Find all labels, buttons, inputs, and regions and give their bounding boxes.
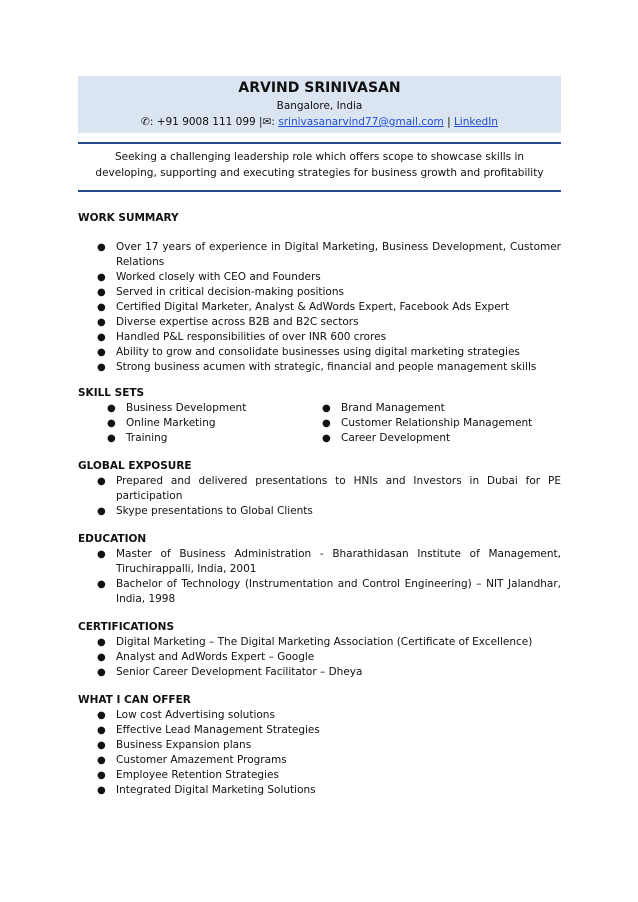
certifications-list xyxy=(78,635,561,680)
skill-sets-columns xyxy=(78,401,561,446)
skills-column-1 xyxy=(78,401,294,446)
section-heading-certifications: CERTIFICATIONS xyxy=(78,621,175,633)
list-item: ● Over 17 years of experience in Digital Marketing, Business Development, Customer Relations xyxy=(97,241,561,268)
list-item: ● Online Marketing xyxy=(107,417,216,429)
list-item: ● Customer Amazement Programs xyxy=(97,754,287,766)
candidate-location: Bangalore, India xyxy=(276,100,363,112)
list-item: ● Skype presentations to Global Clients xyxy=(97,505,313,517)
list-item: ● Digital Marketing – The Digital Marketing Association (Certificate of Excellence) xyxy=(97,636,533,648)
list-item: ● Business Expansion plans xyxy=(97,739,252,751)
header-box xyxy=(78,76,561,133)
list-item: ● Certified Digital Marketer, Analyst & AdWords Expert, Facebook Ads Expert xyxy=(97,301,510,313)
global-exposure-list xyxy=(78,474,561,519)
list-item: ● Senior Career Development Facilitator – Dheya xyxy=(97,666,363,678)
offer-list xyxy=(78,708,561,798)
skills-column-2 xyxy=(294,401,561,446)
phone-text: ✆: +91 9008 111 099 | xyxy=(141,116,263,128)
section-heading-education: EDUCATION xyxy=(78,533,147,545)
list-item: ● Analyst and AdWords Expert – Google xyxy=(97,651,315,663)
section-heading-global-exposure: GLOBAL EXPOSURE xyxy=(78,460,192,472)
linkedin-link[interactable]: LinkedIn xyxy=(453,116,498,128)
contact-line xyxy=(78,114,561,130)
list-item: ● Training xyxy=(107,432,168,444)
list-item: ● Master of Business Administration - Bharathidasan Institute of Management, Tiruchirappalli, India, 2001 xyxy=(97,548,561,575)
list-item: ● Integrated Digital Marketing Solutions xyxy=(97,784,316,796)
resume-page xyxy=(78,76,561,798)
list-item: ● Career Development xyxy=(322,432,451,444)
list-item: ● Handled P&L responsibilities of over INR 600 crores xyxy=(97,331,387,343)
candidate-name: ARVIND SRINIVASAN xyxy=(238,80,401,96)
list-item: ● Served in critical decision-making positions xyxy=(97,286,344,298)
contact-separator: | xyxy=(443,116,454,128)
bottom-rule xyxy=(78,190,561,192)
list-item: ● Customer Relationship Management xyxy=(322,417,533,429)
list-item: ● Worked closely with CEO and Founders xyxy=(97,271,321,283)
list-item: ● Effective Lead Management Strategies xyxy=(97,724,320,736)
section-heading-skill-sets: SKILL SETS xyxy=(78,387,145,399)
work-summary-list xyxy=(78,240,561,375)
list-item: ● Business Development xyxy=(107,402,247,414)
email-icon-label: ✉: xyxy=(262,116,279,128)
section-heading-what-i-can-offer: WHAT I CAN OFFER xyxy=(78,694,191,706)
email-link[interactable]: srinivasanarvind77@gmail.com xyxy=(278,116,444,128)
list-item: ● Employee Retention Strategies xyxy=(97,769,279,781)
objective-text: Seeking a challenging leadership role which offers scope to showcase skills in developing, supporting and executing strategies for business growth and profitability xyxy=(95,151,544,179)
education-list xyxy=(78,547,561,607)
list-item: ● Bachelor of Technology (Instrumentation and Control Engineering) – NIT Jalandhar, India, 1998 xyxy=(97,578,561,605)
list-item: ● Prepared and delivered presentations to HNIs and Investors in Dubai for PE participation xyxy=(97,475,561,502)
list-item: ● Strong business acumen with strategic, financial and people management skills xyxy=(97,361,537,373)
list-item: ● Brand Management xyxy=(322,402,445,414)
section-heading-work-summary: WORK SUMMARY xyxy=(78,212,179,224)
list-item: ● Low cost Advertising solutions xyxy=(97,709,275,721)
list-item: ● Diverse expertise across B2B and B2C sectors xyxy=(97,316,359,328)
list-item: ● Ability to grow and consolidate businesses using digital marketing strategies xyxy=(97,346,520,358)
